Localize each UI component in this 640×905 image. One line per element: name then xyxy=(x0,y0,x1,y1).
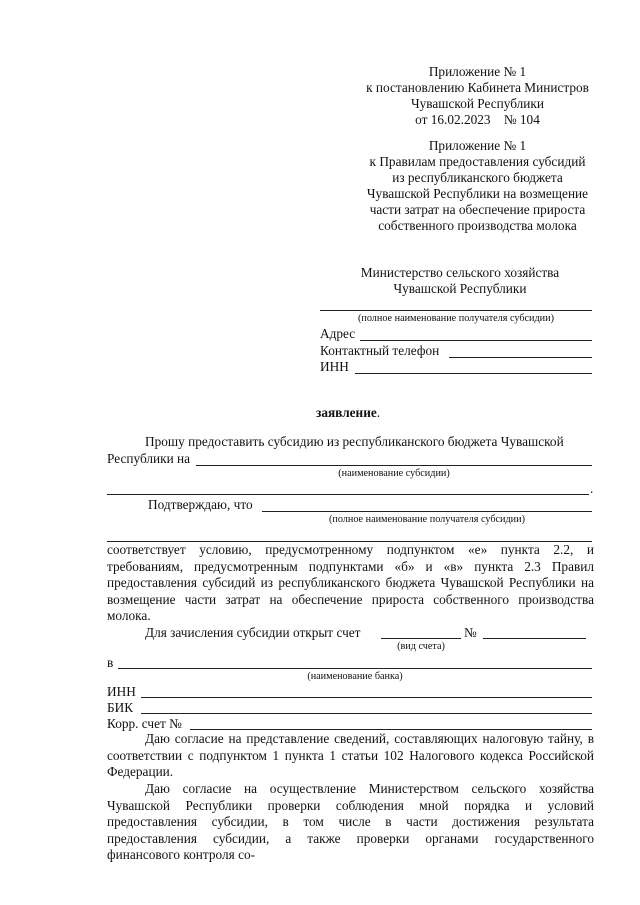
account-number-sign: № xyxy=(464,625,477,640)
subsidy-name-hint: (наименование субсидии) xyxy=(338,468,450,479)
bank-inn-label: ИНН xyxy=(107,684,136,699)
request-line2: Республики на xyxy=(107,451,191,466)
addressee-line2: Чувашской Республики xyxy=(393,281,527,296)
addressee-line1: Министерство сельского хозяйства xyxy=(360,265,560,280)
applicant-inn-label: ИНН xyxy=(320,359,349,374)
confirm-lead: Подтверждаю, что xyxy=(148,497,253,512)
appendix2-line4: Чувашской Республики на возмещение xyxy=(366,186,589,201)
applicant-name-line[interactable] xyxy=(320,310,592,311)
subsidy-name-field[interactable] xyxy=(196,465,592,466)
appendix1-line2: к постановлению Кабинета Министров xyxy=(366,80,589,95)
appendix1-line1: Приложение № 1 xyxy=(428,64,527,79)
document-title-text: заявление xyxy=(316,405,377,420)
applicant-inn-field[interactable] xyxy=(355,373,592,374)
document-title xyxy=(316,405,380,421)
recipient-name-field[interactable] xyxy=(262,511,592,512)
request-end-dot: . xyxy=(590,481,594,496)
account-type-field[interactable] xyxy=(381,638,461,639)
account-number-field[interactable] xyxy=(483,638,586,639)
appendix2-line6: собственного производства молока xyxy=(378,218,577,233)
addressee xyxy=(330,265,590,297)
confirm-paragraph: соответствует условию, предусмотренному подпунктом «е» пункта 2.2, и требованиям, предусмотренным подпунктами «б» и «в» пункта 2.3 Правил предоставления субсидий из республиканского бюджета Чувашской Республики на возмещение части затрат на обеспечение прироста собственного производства молока. xyxy=(107,542,594,624)
bank-name-field[interactable] xyxy=(118,668,592,669)
recipient-name-hint: (полное наименование получателя субсидии) xyxy=(329,514,525,525)
appendix2-line2: к Правилам предоставления субсидий xyxy=(369,154,586,169)
appendix2-line3: из республиканского бюджета xyxy=(392,170,563,185)
appendix1-header xyxy=(350,64,605,128)
request-line1: Прошу предоставить субсидию из республиканского бюджета Чувашской xyxy=(145,434,564,449)
consent-tax-secret: Даю согласие на представление сведений, составляющих налоговую тайну, в соответствии с подпунктом 1 пункта 1 статьи 102 Налогового кодекса Российской Федерации. xyxy=(107,731,594,780)
phone-label: Контактный телефон xyxy=(320,343,440,358)
subsidy-name-field-2[interactable] xyxy=(107,494,589,495)
bank-inn-field[interactable] xyxy=(141,697,592,698)
address-label: Адрес xyxy=(320,326,356,341)
appendix2-header xyxy=(350,138,605,234)
appendix2-line5: части затрат на обеспечение прироста xyxy=(369,202,586,217)
appendix2-line1: Приложение № 1 xyxy=(428,138,527,153)
bank-prefix: в xyxy=(107,655,114,670)
applicant-name-hint: (полное наименование получателя субсидии) xyxy=(358,313,554,324)
account-lead: Для зачисления субсидии открыт счет xyxy=(145,625,361,640)
address-field[interactable] xyxy=(360,340,592,341)
bik-field[interactable] xyxy=(141,713,592,714)
corr-account-label: Корр. счет № xyxy=(107,716,182,731)
corr-account-field[interactable] xyxy=(190,729,592,730)
bank-name-hint: (наименование банка) xyxy=(307,671,403,682)
bik-label: БИК xyxy=(107,700,134,715)
document-title-period: . xyxy=(376,405,381,420)
phone-field[interactable] xyxy=(449,357,592,358)
appendix1-line4: от 16.02.2023 № 104 xyxy=(415,112,540,127)
appendix1-line3: Чувашской Республики xyxy=(410,96,544,111)
consent-inspection: Даю согласие на осуществление Министерством сельского хозяйства Чувашской Республики проверки соблюдения мной порядка и условий предоставления субсидии, в том числе в части достижения результата предоставления субсидии, а также проверки органами государственного финансового контроля со- xyxy=(107,781,594,863)
account-type-hint: (вид счета) xyxy=(397,641,445,652)
